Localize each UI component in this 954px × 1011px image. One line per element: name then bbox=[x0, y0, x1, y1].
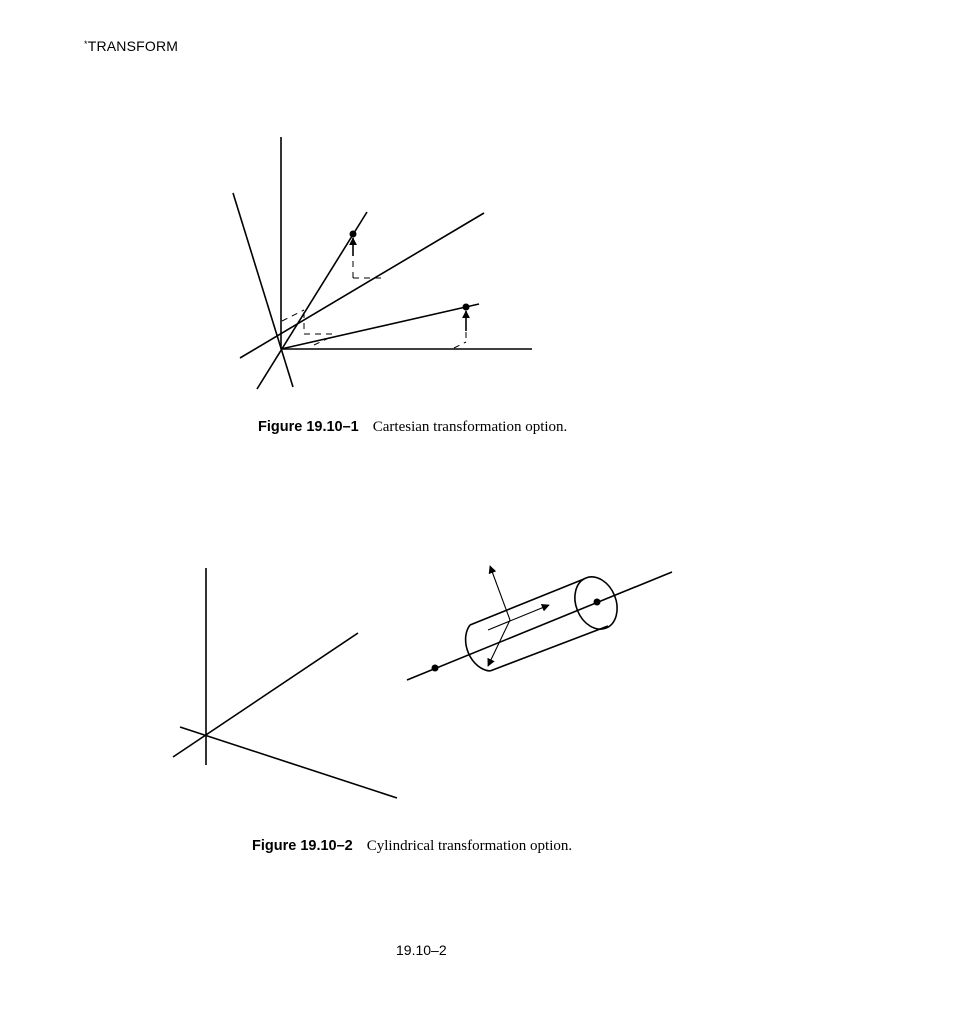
figure-2-text: Cylindrical transformation option. bbox=[366, 838, 573, 854]
local-axis-lower bbox=[281, 304, 479, 349]
figure-1-label: Figure 19.10–1 bbox=[258, 419, 359, 435]
cyl-left-horizontal-axis bbox=[180, 727, 397, 798]
cyl-point-center bbox=[594, 599, 601, 606]
cylinder-bottom-edge bbox=[490, 626, 608, 671]
page-number: 19.10–2 bbox=[396, 942, 447, 958]
cyl-arrow-radial-down bbox=[488, 620, 510, 666]
figure-1-text: Cartesian transformation option. bbox=[372, 419, 568, 435]
header-star: * bbox=[84, 39, 88, 49]
figure-2-label: Figure 19.10–2 bbox=[252, 838, 353, 854]
local-axis-upper bbox=[257, 212, 367, 389]
figure-1-caption bbox=[258, 419, 567, 436]
point-upper bbox=[350, 231, 357, 238]
cyl-left-diagonal-axis bbox=[173, 633, 358, 757]
figure-2-caption bbox=[252, 838, 572, 855]
point-lower bbox=[463, 304, 470, 311]
cyl-arrow-radial-up bbox=[490, 566, 510, 620]
header-keyword: TRANSFORM bbox=[87, 38, 179, 54]
cylinder-axis-line bbox=[407, 572, 672, 680]
cylinder-top-edge bbox=[470, 579, 584, 625]
local-axis-steep bbox=[233, 193, 293, 387]
cyl-point-axis bbox=[432, 665, 439, 672]
